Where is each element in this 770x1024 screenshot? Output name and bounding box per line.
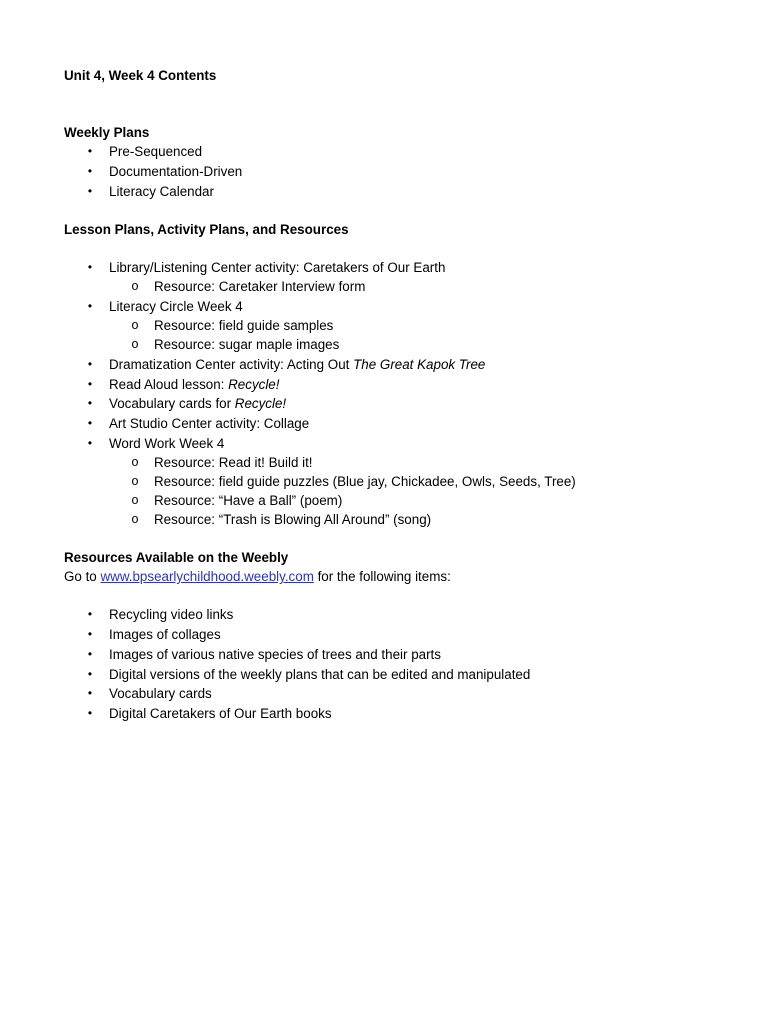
book-title: Recycle! [228,377,280,392]
bullet-icon: • [87,686,93,700]
list-item: • Images of various native species of trees and their parts [0,645,750,664]
list-item: • Literacy Circle Week 4 [0,297,750,316]
bullet-icon: • [87,667,93,681]
sub-bullet-icon: o [131,493,139,507]
list-item: • Digital versions of the weekly plans that can be edited and manipulated [0,665,750,684]
bullet-icon: • [87,416,93,430]
list-item: • Dramatization Center activity: Acting Out The Great Kapok Tree [0,355,750,374]
list-item: • Recycling video links [0,605,750,624]
list-item: • Literacy Calendar [0,182,750,201]
bullet-icon: • [87,260,93,274]
sub-bullet-icon: o [131,279,139,293]
bullet-icon: • [87,706,93,720]
sub-bullet-icon: o [131,512,139,526]
sub-list-item: o Resource: field guide puzzles (Blue jay, Chickadee, Owls, Seeds, Tree) [0,472,750,491]
bullet-icon: • [87,627,93,641]
lesson-plans-heading: Lesson Plans, Activity Plans, and Resources [64,222,349,237]
sub-list-item: o Resource: field guide samples [0,316,750,335]
bullet-icon: • [87,184,93,198]
weebly-heading: Resources Available on the Weebly [64,550,289,565]
sub-bullet-icon: o [131,337,139,351]
sub-bullet-icon: o [131,455,139,469]
bullet-icon: • [87,357,93,371]
list-item: • Vocabulary cards [0,684,750,703]
sub-bullet-icon: o [131,474,139,488]
bullet-icon: • [87,436,93,450]
weebly-link[interactable]: www.bpsearlychildhood.weebly.com [100,569,314,584]
list-item: • Library/Listening Center activity: Caretakers of Our Earth [0,258,750,277]
page-title: Unit 4, Week 4 Contents [64,68,217,83]
book-title: The Great Kapok Tree [353,357,486,372]
sub-list-item: o Resource: “Trash is Blowing All Around” (song) [0,510,750,529]
list-item: • Pre-Sequenced [0,142,750,161]
list-item: • Read Aloud lesson: Recycle! [0,375,750,394]
bullet-icon: • [87,144,93,158]
list-item: • Documentation-Driven [0,162,750,181]
list-item: • Vocabulary cards for Recycle! [0,394,750,413]
sub-list-item: o Resource: Caretaker Interview form [0,277,750,296]
book-title: Recycle! [234,396,287,411]
list-item: • Images of collages [0,625,750,644]
bullet-icon: • [87,377,93,391]
sub-list-item: o Resource: Read it! Build it! [0,453,750,472]
sub-list-item: o Resource: “Have a Ball” (poem) [0,491,750,510]
bullet-icon: • [87,396,93,410]
bullet-icon: • [87,647,93,661]
sub-list-item: o Resource: sugar maple images [0,335,750,354]
list-item: • Digital Caretakers of Our Earth books [0,704,750,723]
bullet-icon: • [87,299,93,313]
list-item: • Word Work Week 4 [0,434,750,453]
sub-bullet-icon: o [131,318,139,332]
bullet-icon: • [87,607,93,621]
weekly-plans-heading: Weekly Plans [64,125,150,140]
weebly-intro: Go to www.bpsearlychildhood.weebly.com for the following items: [64,569,451,584]
list-item: • Art Studio Center activity: Collage [0,414,750,433]
bullet-icon: • [87,164,93,178]
